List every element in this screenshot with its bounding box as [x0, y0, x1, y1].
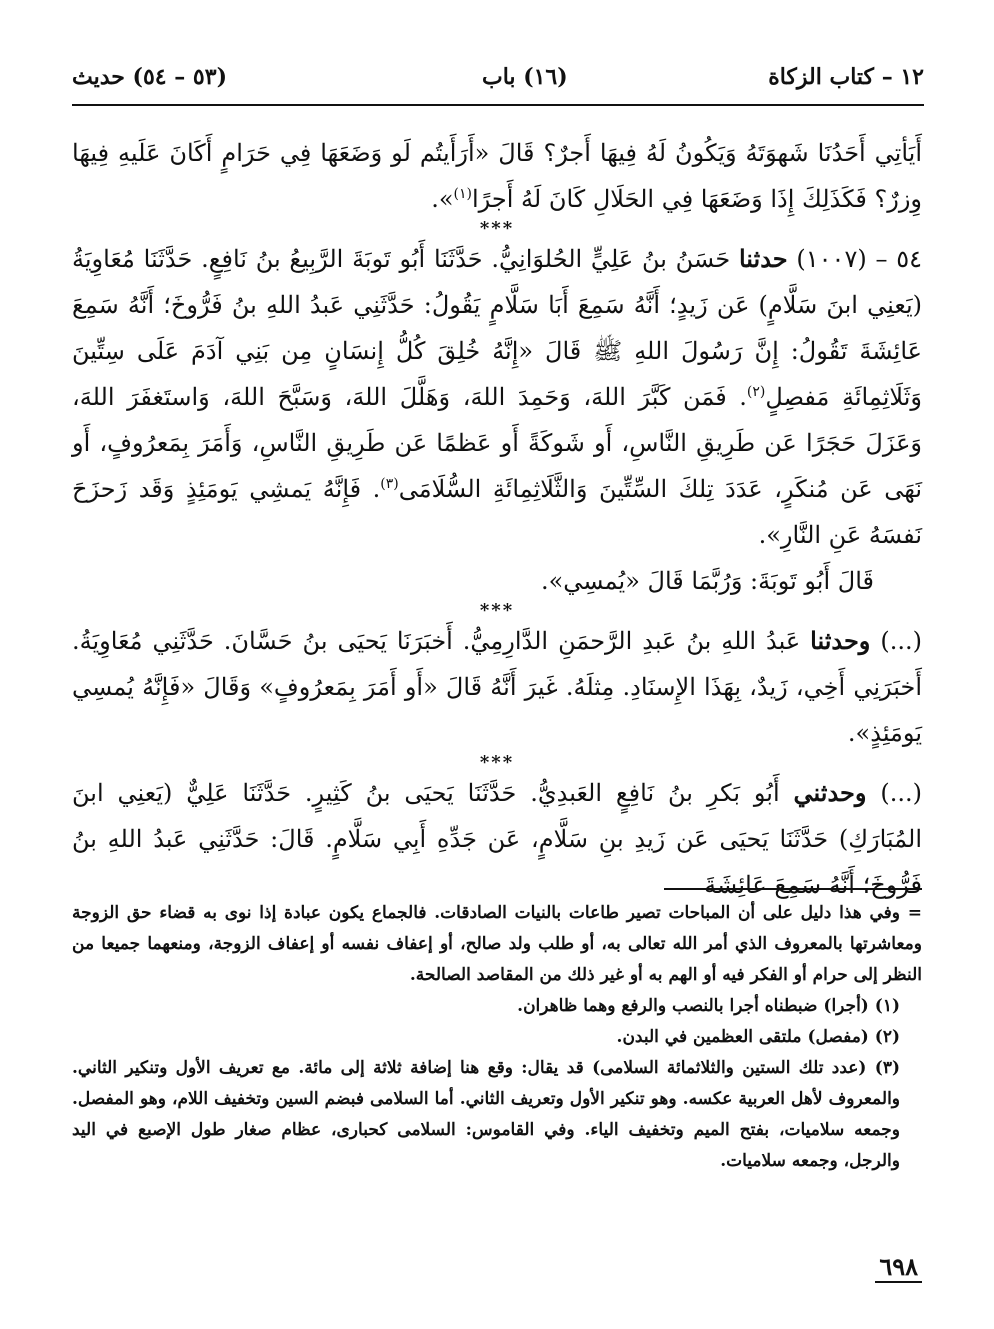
section-separator: ***: [479, 218, 515, 239]
hadith-number: ٥٤ – (١٠٠٧): [796, 245, 922, 273]
hadith-54-variant-2: (...) وحدثني أَبُو بَكرِ بنُ نَافِعٍ العَبدِيُّ. حَدَّثَنَا يَحيَى بنُ كَثِيرٍ. حَدَّثَنَا عَلِيٌّ (يَعنِي ابنَ المُبَارَكِ) حَدَّثَنَا يَحيَى عَن زَيدِ بنِ سَلَّامٍ، عَن جَدِّهِ أَبِي سَلَّامٍ. قَالَ: حَدَّثَنِي عَبدُ اللهِ بنُ فَرُّوخَ؛ أَنَّهُ سَمِعَ عَائِشَةَ: [72, 778, 922, 899]
footnotes: [72, 898, 922, 1177]
isnad-keyword: حدثنا: [738, 244, 788, 273]
header-book-title: ١٢ – كتاب الزكاة: [768, 64, 924, 90]
footnote-2: (٢) (مفصل) ملتقى العظمين في البدن.: [616, 1027, 900, 1047]
isnad-keyword: وحدثني: [793, 778, 867, 807]
hadith-number: (...): [880, 779, 922, 807]
section-separator: ***: [479, 600, 515, 621]
hadith-54-note: قَالَ أَبُو تَوبَةَ: وَرُبَّمَا قَالَ «يُمسِي».: [540, 567, 874, 595]
page-number: ٦٩٨: [875, 1252, 922, 1283]
hadith-54-variant-1: (...) وحدثنا عَبدُ اللهِ بنُ عَبدِ الرَّحمَنِ الدَّارِمِيُّ. أَخبَرَنَا يَحيَى بنُ حَسَّانَ. حَدَّثَنِي مُعَاوِيَةُ. أَخبَرَنِي أَخِي، زَيدٌ، بِهَذَا الإِسنَادِ. مِثلَهُ. غَيرَ أَنَّهُ قَالَ «أَو أَمَرَ بِمَعرُوفٍ» وَقَالَ «فَإِنَّهُ يُمسِي يَومَئِذٍ».: [72, 626, 922, 747]
footnote-ref-1: (١): [453, 186, 472, 202]
footnote-continuation: = وفي هذا دليل على أن المباحات تصير طاعات بالنيات الصادقات. فالجماع يكون عبادة إذا نوى به قضاء حق الزوجة ومعاشرتها بالمعروف الذي أمر الله تعالى به، أو طلب ولد صالح، أو إعفاف نفسه أو إعفاف الزوجة، ومنعهما جميعا من النظر إلى حرام أو الفكر فيه أو الهم به أو غير ذلك من المقاصد الصالحة.: [72, 903, 922, 985]
footnote-3: (٣) (عدد تلك الستين والثلاثمائة السلامى) قد يقال: وقع هنا إضافة ثلاثة إلى مائة. مع تعريف الأول وتنكير الثاني. والمعروف لأهل العربية عكسه. وهو تنكير الأول وتعريف الثاني. أما السلامى فبضم السين وتخفيف اللام، وهو المفصل. وجمعه سلاميات، بفتح الميم وتخفيف الياء. وفي القاموس: السلامى كحبارى، عظام صغار طول الإصبع في اليد والرجل، وجمعه سلاميات.: [72, 1058, 900, 1171]
section-separator: ***: [479, 752, 515, 773]
hadith-54: ٥٤ – (١٠٠٧) حدثنا حَسَنُ بنُ عَلِيٍّ الحُلوَانِيُّ. حَدَّثَنَا أَبُو تَوبَةَ الرَّبِيعُ بنُ نَافِعٍ. حَدَّثَنَا مُعَاوِيَةُ (يَعنِي ابنَ سَلَّامٍ) عَن زَيدٍ؛ أَنَّهُ سَمِعَ أَبَا سَلَّامٍ يَقُولُ: حَدَّثَنِي عَبدُ اللهِ بنُ فَرُّوخَ؛ أَنَّهُ سَمِعَ عَائِشَةَ تَقُولُ: إِنَّ رَسُولَ اللهِ ﷺ قَالَ «إِنَّهُ خُلِقَ كُلُّ إِنسَانٍ مِن بَنِي آدَمَ عَلَى سِتِّينَ وَثَلَاثِمِائَةِ مَفصِلٍ$^{(٢)}$. فَمَن كَبَّرَ اللهَ، وَحَمِدَ اللهَ، وَهَلَّلَ اللهَ، وَسَبَّحَ اللهَ، وَاستَغفَرَ اللهَ، وَعَزَلَ حَجَرًا عَن طَرِيقِ النَّاسِ، أَو شَوكَةً أَو عَظمًا عَن طَرِيقِ النَّاسِ، وَأَمَرَ بِمَعرُوفٍ، أَو نَهَى عَن مُنكَرٍ، عَدَدَ تِلكَ السِّتِّينَ وَالثَّلَاثِمِائَةِ السُّلَامَى$^{(٣)}$. فَإِنَّهُ يَمشِي يَومَئِذٍ وَقَد زَحزَحَ نَفسَهُ عَنِ النَّارِ».: [72, 244, 922, 549]
footnote-divider: [664, 888, 922, 890]
running-header: [72, 62, 924, 106]
paragraph-continuation: أَيَأتِي أَحَدُنَا شَهوَتَهُ وَيَكُونُ لَهُ فِيهَا أَجرٌ؟ قَالَ «أَرَأَيتُم لَو وَضَعَهَا فِي حَرَامٍ أَكَانَ عَلَيهِ فِيهَا وِزرٌ؟ فَكَذَلِكَ إِذَا وَضَعَهَا فِي الحَلَالِ كَانَ لَهُ أَجرًا$^{(١)}$».: [72, 139, 922, 213]
footnote-ref-2: (٢): [746, 384, 766, 400]
footnote-ref-3: (٣): [380, 476, 399, 492]
header-chapter: (١٦) باب: [482, 64, 568, 90]
footnote-1: (١) (أجرا) ضبطناه أجرا بالنصب والرفع وهما ظاهران.: [517, 996, 900, 1016]
main-text: [72, 130, 922, 908]
hadith-number: (...): [880, 627, 922, 655]
isnad-keyword: وحدثنا: [810, 626, 871, 655]
header-hadith-range: (٥٣ – ٥٤) حديث: [72, 64, 227, 90]
